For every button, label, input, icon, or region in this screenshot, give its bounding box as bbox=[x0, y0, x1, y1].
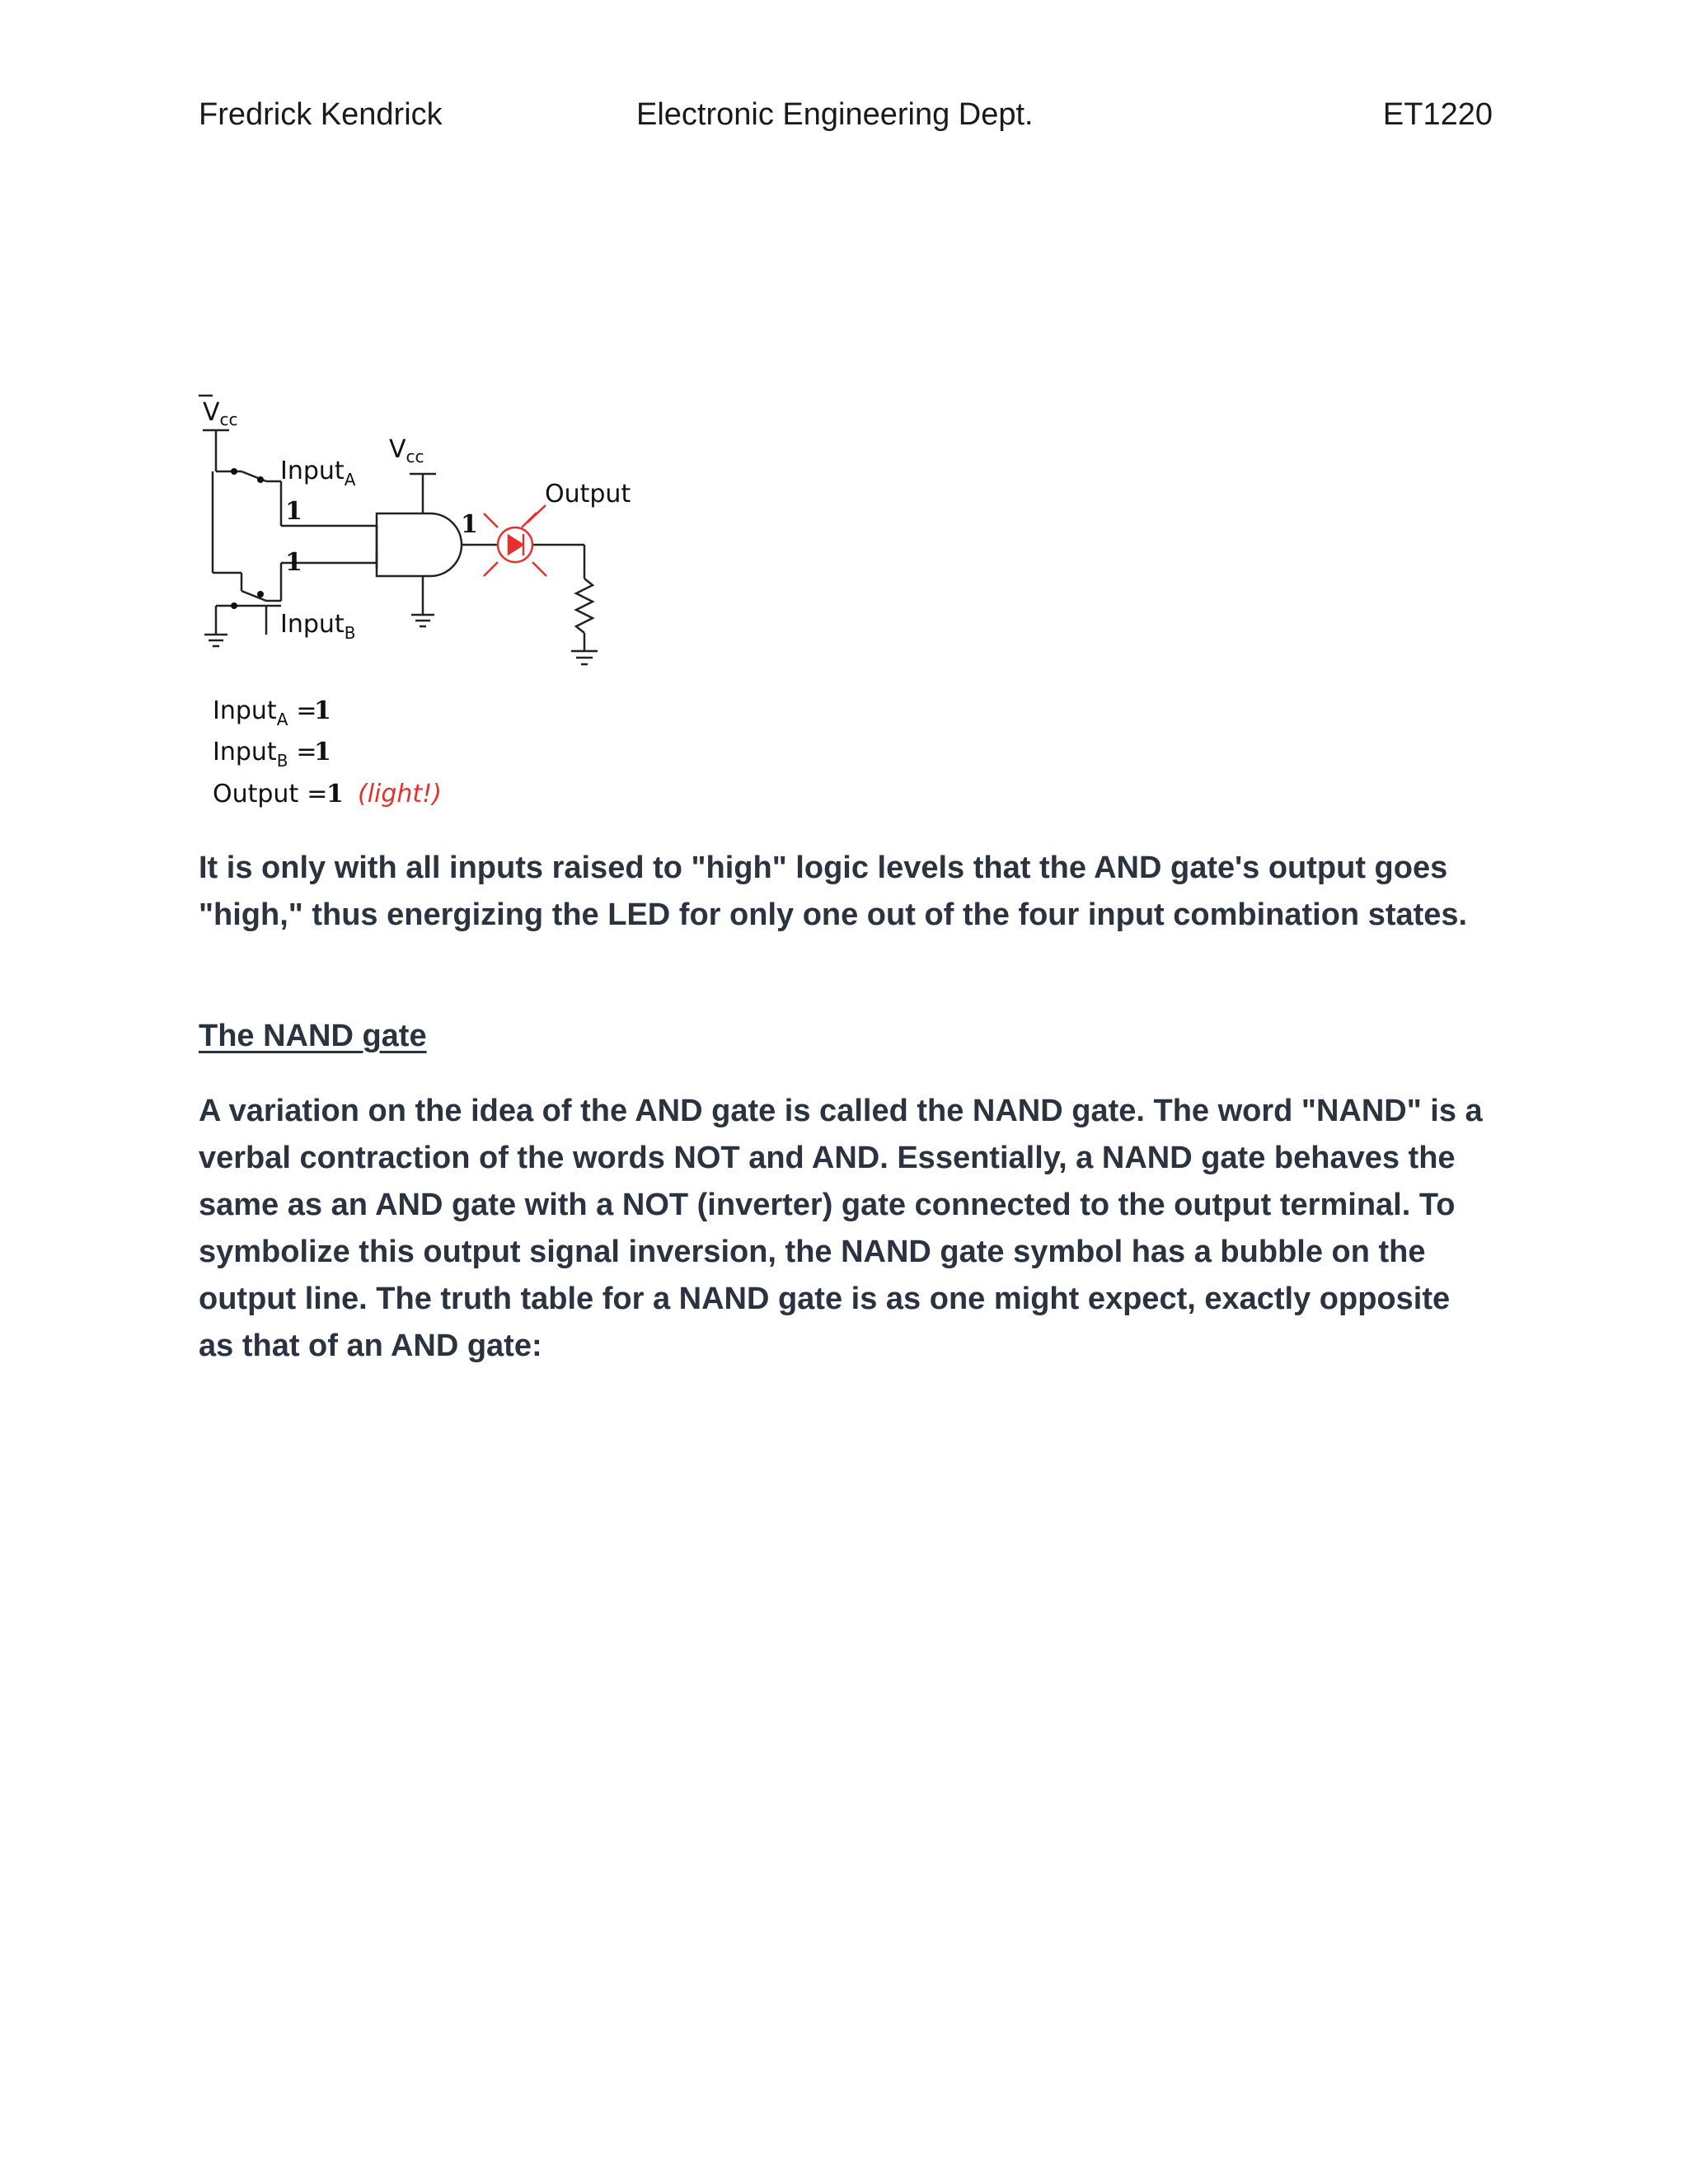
vcc-label-left: $V_{cc}$ bbox=[203, 398, 238, 429]
status-output-note: (light!) bbox=[358, 780, 442, 808]
status-input-a-value: 1 bbox=[314, 696, 331, 725]
course-code: ET1220 bbox=[1382, 97, 1493, 132]
output-label: Output bbox=[545, 480, 631, 509]
department-name: Electronic Engineering Dept. bbox=[636, 97, 1034, 132]
output-level: 1 bbox=[461, 510, 478, 539]
page-header bbox=[199, 97, 1493, 147]
junction-dots bbox=[231, 468, 264, 609]
input-a-label: Input$_A$ bbox=[280, 457, 356, 490]
and-gate-conclusion-paragraph: It is only with all inputs raised to "high" logic levels that the AND gate's output goes "high," thus energizing the LED for only one out of the four input combination states. bbox=[199, 851, 1468, 932]
status-rows bbox=[213, 696, 442, 808]
status-input-b-value: 1 bbox=[314, 738, 331, 766]
circuit-diagram bbox=[199, 396, 660, 824]
nand-gate-description-paragraph: A variation on the idea of the AND gate is called the NAND gate. The word "NAND" is a verbal contraction of the words NOT and AND. Essentially, a NAND gate behaves the same as an AND gate with a NOT (inverter) gate connected to the output terminal. To symbolize this output signal inversion, the NAND gate symbol has a bubble on the output line. The truth table for a NAND gate is as one might expect, exactly opposite as that of an AND gate: bbox=[199, 1094, 1483, 1363]
input-a-level: 1 bbox=[285, 497, 302, 526]
status-output: Output = bbox=[213, 780, 328, 808]
author-name: Fredrick Kendrick bbox=[199, 97, 443, 132]
status-input-b: Input$_B$ = bbox=[213, 738, 317, 771]
vcc-label-gate: $V_{cc}$ bbox=[389, 435, 424, 466]
and-gate-led-circuit-figure bbox=[199, 396, 660, 824]
status-output-value: 1 bbox=[326, 780, 344, 808]
input-b-label: Input$_B$ bbox=[280, 610, 356, 643]
input-b-level: 1 bbox=[285, 548, 302, 577]
led-icon bbox=[484, 505, 546, 576]
nand-gate-heading: The NAND gate bbox=[199, 1019, 427, 1053]
status-input-a: Input$_A$ = bbox=[213, 696, 317, 729]
